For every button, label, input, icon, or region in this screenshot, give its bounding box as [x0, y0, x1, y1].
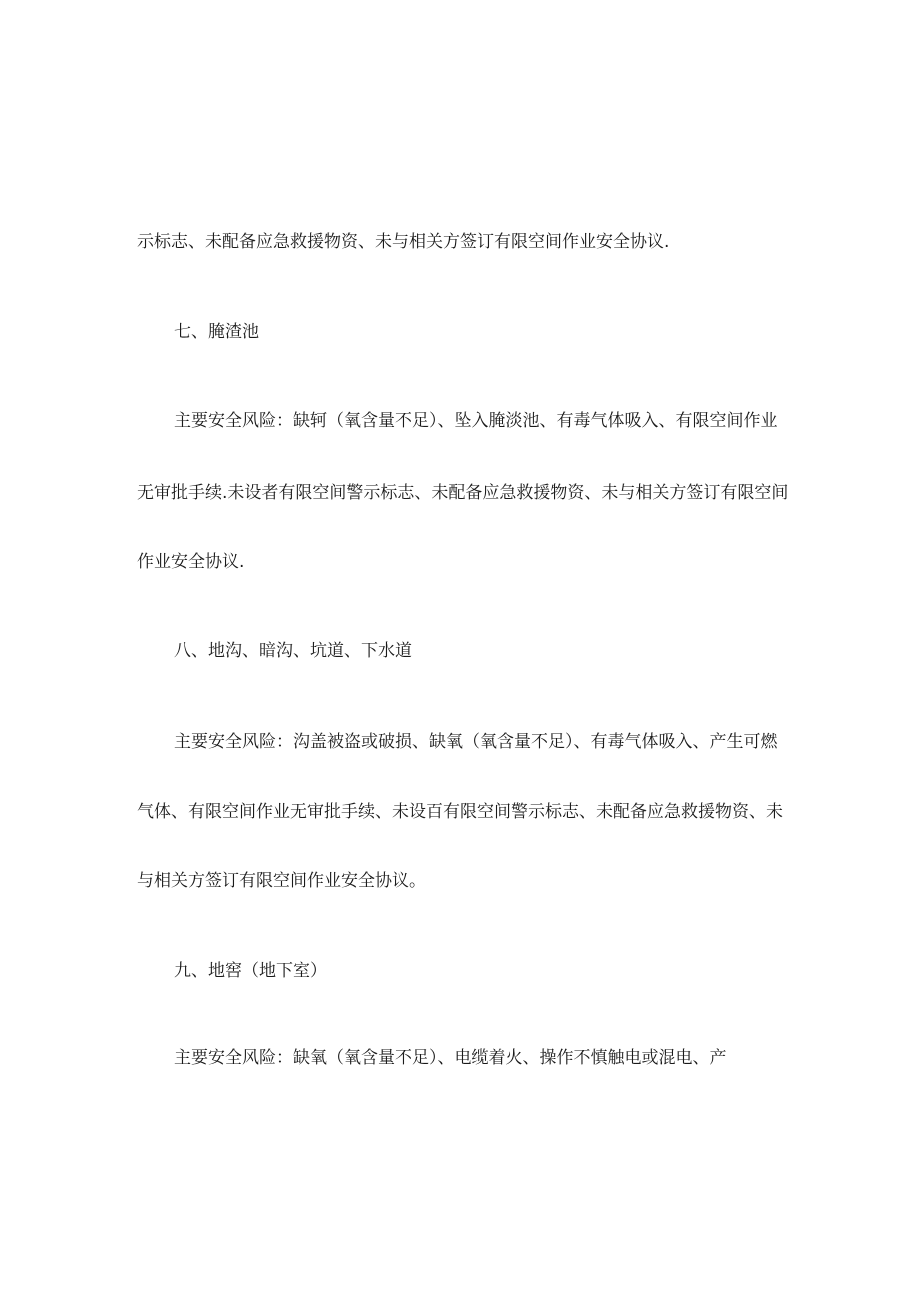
section-heading: 七、腌渣池: [174, 322, 259, 342]
body-text-line: 主要安全风险：缺轲（氧含量不足）、坠入腌淡池、有毒气体吸入、有限空间作业: [174, 411, 778, 431]
body-text-line: 与相关方签订有限空间作业安全协议。: [137, 871, 426, 891]
body-text-line: 作业安全协议.: [137, 552, 245, 572]
body-text-line: 主要安全风险：沟盖被盗或破损、缺氧（氧含量不足）、有毒气体吸入、产生可燃: [174, 732, 778, 752]
body-text-line: 无审批手续.未设者有限空间警示标志、未配备应急救援物资、未与相关方签订有限空间: [137, 483, 789, 503]
section-heading: 八、地沟、暗沟、坑道、下水道: [174, 641, 412, 661]
body-text-line: 气体、有限空间作业无审批手续、未设百有限空间警示标志、未配备应急救援物资、未: [137, 802, 783, 822]
body-text-line: 示标志、未配备应急救援物资、未与相关方签订有限空间作业安全协议.: [137, 232, 670, 252]
section-heading: 九、地窖（地下室）: [174, 961, 327, 981]
body-text-line: 主要安全风险：缺氧（氧含量不足）、电缆着火、操作不慎触电或混电、产: [174, 1048, 727, 1068]
